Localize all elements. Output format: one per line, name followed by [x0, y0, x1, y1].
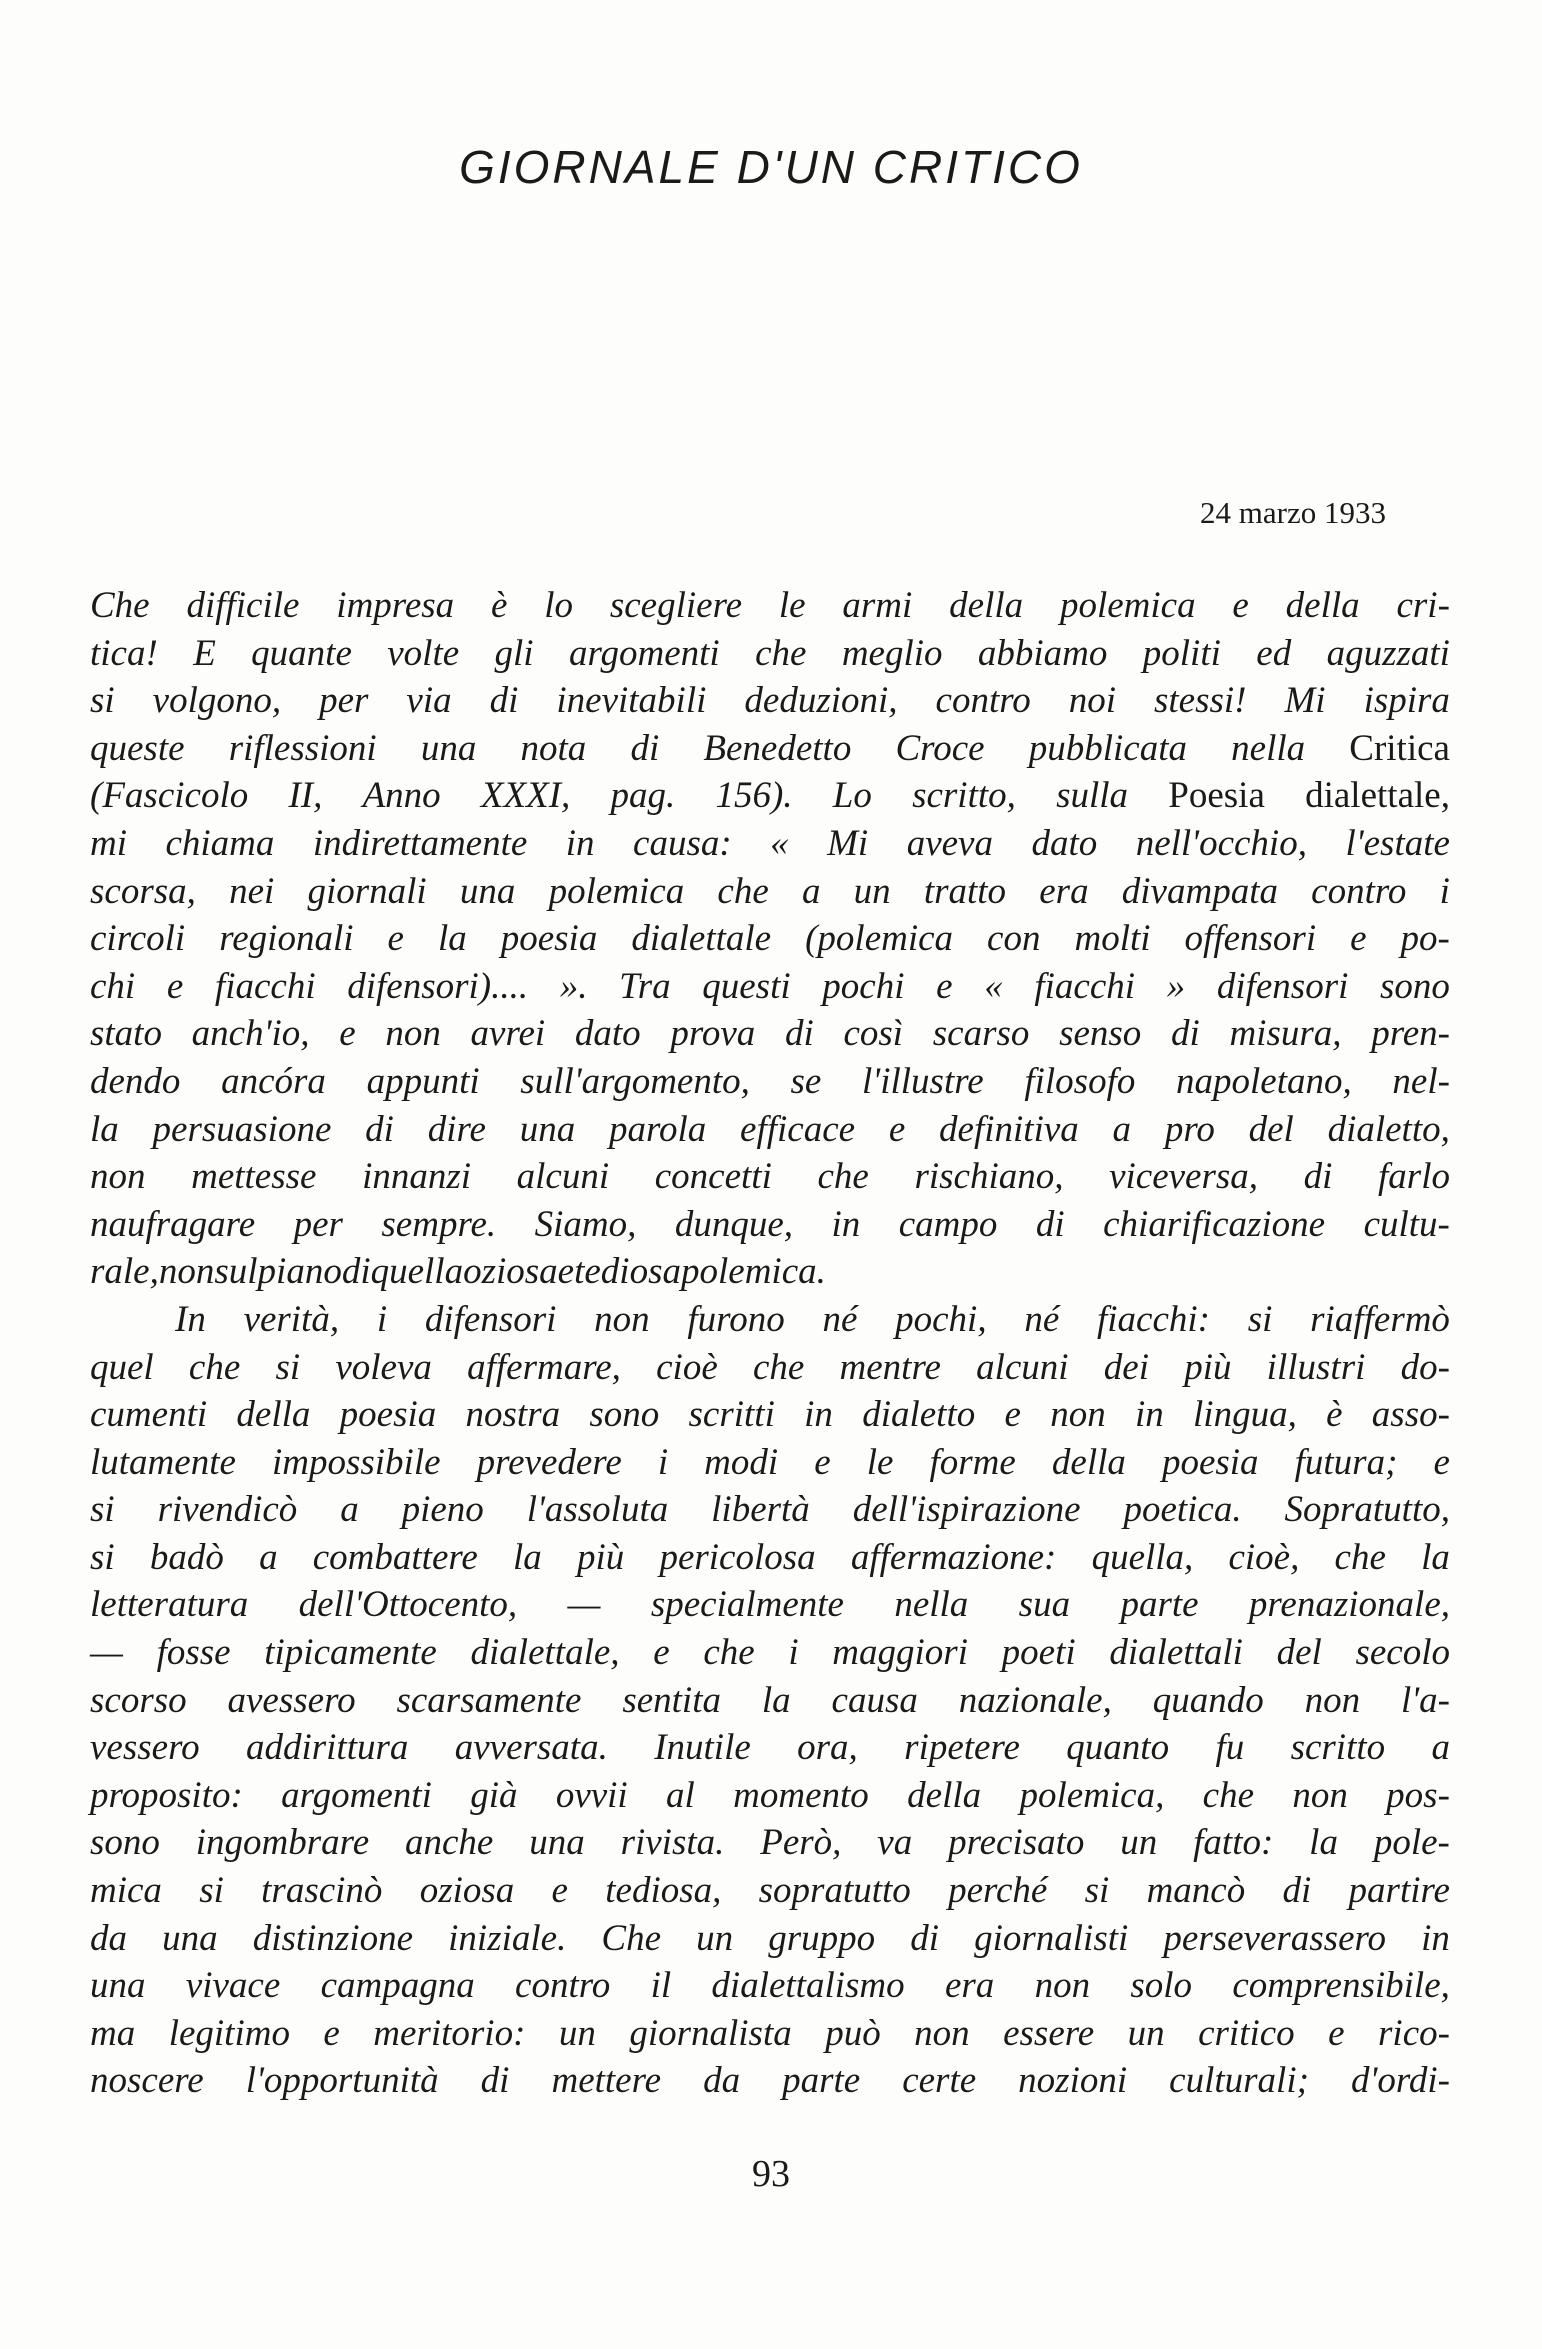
text-line: sono ingombrare anche una rivista. Però, va precisato un fatto: la pole-: [90, 1822, 1450, 1864]
text-line: circoli regionali e la poesia dialettale (polemica con molti offensori e po-: [90, 918, 1450, 960]
text-line: lutamente impossibile prevedere i modi e le forme della poesia futura; e: [90, 1441, 1450, 1483]
text-line: cumenti della poesia nostra sono scritti in dialetto e non in lingua, è asso-: [90, 1394, 1450, 1436]
text-line: noscere l'opportunità di mettere da parte certe nozioni culturali; d'ordi-: [90, 2060, 1450, 2102]
text-line: — fosse tipicamente dialettale, e che i maggiori poeti dialettali del secolo: [90, 1632, 1450, 1674]
text-line: Che difficile impresa è lo scegliere le armi della polemica e della cri-: [90, 585, 1450, 626]
text-line: scorsa, nei giornali una polemica che a un tratto era divampata contro i: [90, 870, 1450, 912]
text-line: chi e fiacchi difensori).... ». Tra questi pochi e « fiacchi » difensori sono: [90, 965, 1450, 1007]
text-line: In verità, i difensori non furono né pochi, né fiacchi: si riaffermò: [175, 1298, 1450, 1340]
text-line: vessero addirittura avversata. Inutile ora, ripetere quanto fu scritto a: [90, 1727, 1450, 1769]
text-line: letteratura dell'Ottocento, — specialmente nella sua parte prenazionale,: [90, 1584, 1450, 1626]
text-line: naufragare per sempre. Siamo, dunque, in campo di chiarificazione cultu-: [90, 1203, 1450, 1245]
text-line: ma legitimo e meritorio: un giornalista può non essere un critico e rico-: [90, 2012, 1450, 2054]
running-head: GIORNALE D'UN CRITICO: [459, 141, 1083, 193]
text-line: queste riflessioni una nota di Benedetto Croce pubblicata nella Critica: [90, 727, 1450, 769]
text-line: mica si trascinò oziosa e tediosa, sopratutto perché si mancò di partire: [90, 1870, 1450, 1912]
text-line: dendo ancóra appunti sull'argomento, se l'illustre filosofo napoletano, nel-: [90, 1060, 1450, 1102]
text-line: si rivendicò a pieno l'assoluta libertà dell'ispirazione poetica. Sopratutto,: [90, 1489, 1450, 1531]
text-line: si volgono, per via di inevitabili deduzioni, contro noi stessi! Mi ispira: [90, 680, 1450, 722]
text-line: una vivace campagna contro il dialettalismo era non solo comprensibile,: [90, 1965, 1450, 2007]
text-line: rale, non sul piano di quella oziosa e tediosa polemica.: [90, 1251, 826, 1293]
text-line: non mettesse innanzi alcuni concetti che rischiano, viceversa, di farlo: [90, 1156, 1450, 1198]
text-line: si badò a combattere la più pericolosa affermazione: quella, cioè, che la: [90, 1536, 1450, 1578]
text-line: la persuasione di dire una parola efficace e definitiva a pro del dialetto,: [90, 1108, 1450, 1150]
text-line: mi chiama indirettamente in causa: « Mi aveva dato nell'occhio, l'estate: [90, 822, 1450, 864]
text-line: quel che si voleva affermare, cioè che mentre alcuni dei più illustri do-: [90, 1346, 1450, 1388]
text-line: (Fascicolo II, Anno XXXI, pag. 156). Lo scritto, sulla Poesia dialettale,: [90, 775, 1450, 817]
body-text: [90, 582, 1450, 2105]
text-line: da una distinzione iniziale. Che un gruppo di giornalisti perseverassero in: [90, 1917, 1450, 1959]
text-line: stato anch'io, e non avrei dato prova di così scarso senso di misura, pren-: [90, 1013, 1450, 1055]
entry-date: 24 marzo 1933: [1200, 495, 1386, 530]
text-line: tica! E quante volte gli argomenti che meglio abbiamo politi ed aguzzati: [90, 632, 1450, 674]
page-number: 93: [752, 2153, 790, 2195]
text-line: proposito: argomenti già ovvii al momento della polemica, che non pos-: [90, 1774, 1450, 1816]
text-line: scorso avessero scarsamente sentita la causa nazionale, quando non l'a-: [90, 1679, 1450, 1721]
